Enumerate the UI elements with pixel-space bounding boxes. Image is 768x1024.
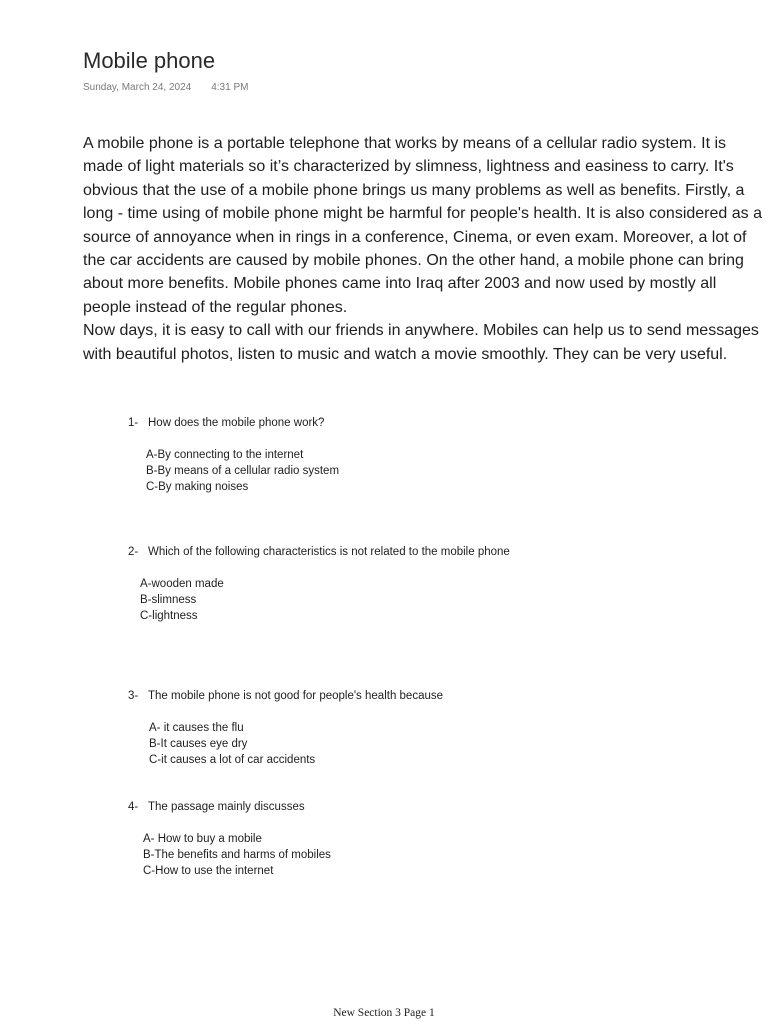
question-number: 1- [128, 417, 139, 429]
page-time: 4:31 PM [211, 82, 249, 93]
passage-paragraph: Now days, it is easy to call with our friends in anywhere. Mobiles can help us to send messages with beautiful photos, listen to music and watch a movie smoothly. They can be very useful. [83, 322, 759, 363]
answer-options [128, 447, 339, 495]
answer-options [128, 720, 443, 768]
question-number: 3- [128, 690, 139, 702]
answer-option: B-slimness [140, 594, 197, 606]
question-stem [128, 544, 510, 560]
answer-option: B-It causes eye dry [149, 738, 248, 750]
question-text: The mobile phone is not good for people's health because [148, 690, 444, 702]
answer-options [128, 831, 331, 879]
page-timestamp [83, 81, 248, 94]
answer-option: C-lightness [140, 610, 198, 622]
answer-option: A-By connecting to the internet [146, 449, 304, 461]
question-3 [128, 688, 443, 768]
answer-option: A- How to buy a mobile [143, 833, 262, 845]
question-stem [128, 688, 443, 704]
passage-paragraph: A mobile phone is a portable telephone that works by means of a cellular radio system. It is made of light materials so it’s characterized by slimness, lightness and easiness to carry. It's obvious that the use of a mobile phone brings us many problems as well as benefits. Firstly, a long - time using of mobile phone might be harmful for people's health. It is also considered as a source of annoyance when in rings in a conference, Cinema, or even exam. Moreover, a lot of the car accidents are caused by mobile phones. On the other hand, a mobile phone can bring about more benefits. Mobile phones came into Iraq after 2003 and now used by mostly all people instead of the regular phones. [83, 135, 762, 316]
question-number: 2- [128, 546, 139, 558]
question-text: Which of the following characteristics is not related to the mobile phone [148, 546, 510, 558]
answer-option: B-The benefits and harms of mobiles [143, 849, 331, 861]
answer-option: C-How to use the internet [143, 865, 274, 877]
question-2 [128, 544, 510, 624]
question-number: 4- [128, 801, 139, 813]
page-footer: New Section 3 Page 1 [333, 1007, 435, 1019]
page-title: Mobile phone [83, 48, 216, 73]
answer-option: A- it causes the flu [149, 722, 244, 734]
answer-option: A-wooden made [140, 578, 224, 590]
question-stem [128, 799, 331, 815]
answer-option: C-By making noises [146, 481, 249, 493]
question-text: How does the mobile phone work? [148, 417, 325, 429]
question-4 [128, 799, 331, 879]
question-1 [128, 415, 339, 495]
answer-option: B-By means of a cellular radio system [146, 465, 340, 477]
question-stem [128, 415, 339, 431]
page-date: Sunday, March 24, 2024 [83, 82, 192, 93]
answer-option: C-it causes a lot of car accidents [149, 754, 316, 766]
question-text: The passage mainly discusses [148, 801, 305, 813]
reading-passage [83, 132, 765, 366]
answer-options [128, 576, 510, 624]
